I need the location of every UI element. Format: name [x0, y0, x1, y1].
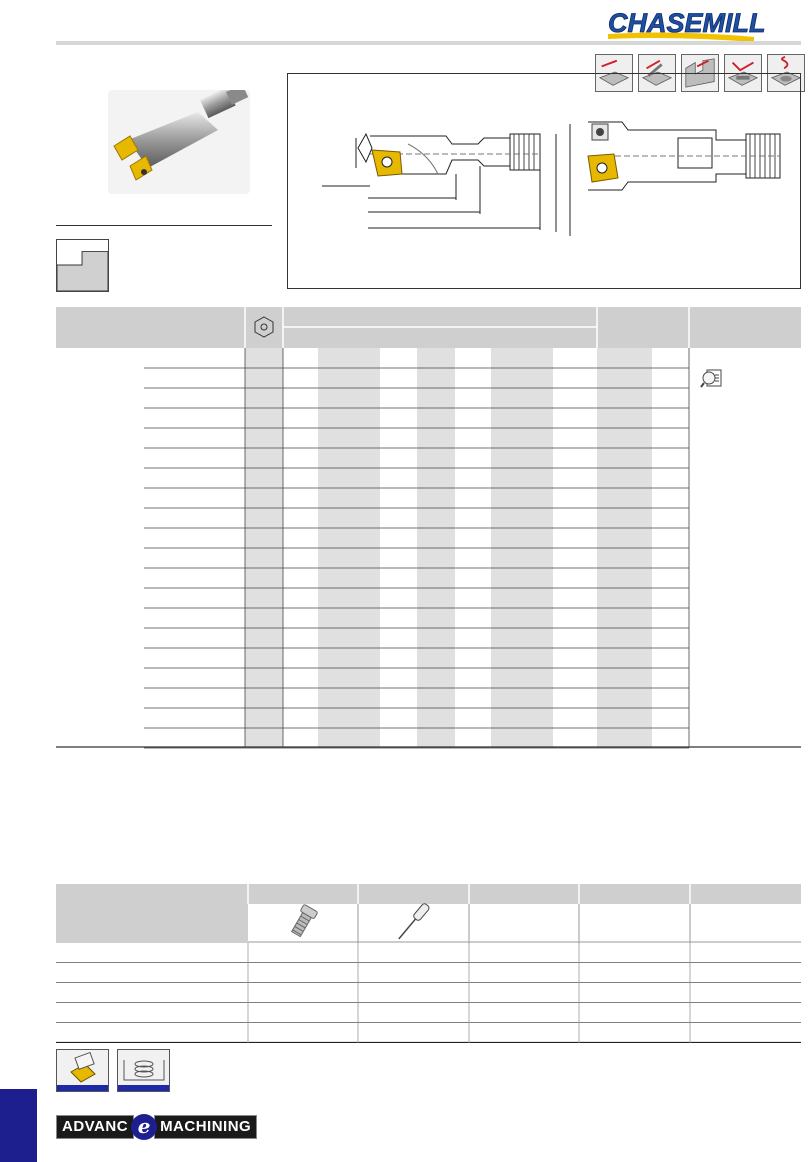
- chasemill-logo: [604, 4, 804, 44]
- top-rule: [56, 41, 801, 45]
- logo-text: CHASEMILL: [608, 8, 766, 38]
- spring-icon: [117, 1049, 170, 1092]
- section-tab[interactable]: [0, 1089, 37, 1162]
- advance-machining-logo: [56, 1114, 257, 1140]
- insert-icon: [56, 1049, 109, 1092]
- accessories-table-body: [56, 943, 801, 1048]
- screwdriver-icon: [396, 903, 430, 942]
- screw-icon: [289, 904, 318, 938]
- product-photo: [108, 90, 250, 194]
- shoulder-milling-icon: [56, 239, 109, 292]
- technical-drawing: [287, 73, 801, 289]
- tool-side-view: [322, 124, 570, 236]
- brand-word-left: ADVANC: [56, 1115, 134, 1139]
- spec-table-header: [56, 307, 801, 348]
- brand-word-right: MACHINING: [154, 1115, 257, 1139]
- zoom-icon[interactable]: [701, 370, 721, 387]
- section-rule: [56, 225, 272, 226]
- brand-e-mark: e: [131, 1114, 157, 1140]
- accessories-table-header: [56, 884, 801, 943]
- footer-icons: [56, 1049, 170, 1092]
- insert-count-icon: [255, 317, 273, 337]
- tool-top-view: [588, 122, 780, 190]
